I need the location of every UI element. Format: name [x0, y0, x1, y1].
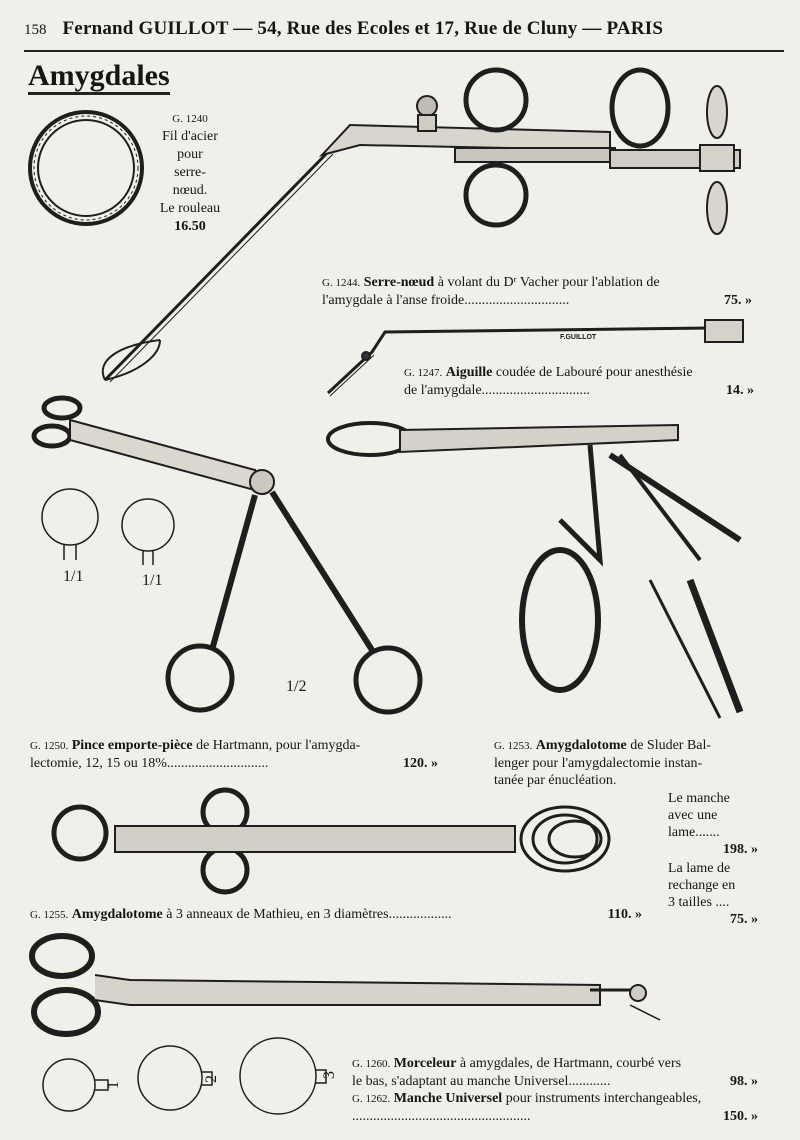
item-desc: de Hartmann, pour l'amygda- [196, 738, 361, 753]
item-desc-line: nœud. [172, 183, 208, 198]
item-code: G. 1262. [352, 1093, 391, 1105]
mathieu-illustration [54, 790, 609, 892]
item-price: 75. » [724, 293, 752, 308]
page-number: 158 [24, 22, 47, 38]
size-label: 1 [105, 1081, 122, 1089]
item-desc-line: Le rouleau [159, 201, 221, 216]
item-desc-line: pour [177, 147, 203, 162]
item-g1253-option-blade: La lame de rechange en 3 tailles .... 75. » [668, 861, 758, 927]
item-name: Serre-nœud [363, 275, 435, 290]
pince-illustration [34, 398, 420, 712]
item-desc: coudée de Labouré pour anesthésie [495, 365, 693, 380]
item-price: 98. » [730, 1074, 758, 1089]
item-code: G. 1250. [30, 740, 69, 752]
wire-coil-illustration [30, 112, 142, 224]
item-desc: l'amygdale à l'anse froide [322, 293, 465, 308]
item-price: 16.50 [174, 219, 206, 234]
item-code: G. 1247. [404, 367, 443, 379]
item-g1240 [145, 110, 235, 236]
item-desc: le bas, s'adaptant au manche Universel [352, 1074, 569, 1089]
item-code: G. 1255. [30, 909, 69, 921]
item-desc: pour instruments interchangeables, [505, 1091, 702, 1106]
item-g1247: G. 1247. Aiguille coudée de Labouré pour anesthésie de l'amygdale............................... 14. » [404, 365, 754, 398]
item-name: Morceleur [393, 1056, 457, 1071]
item-desc: à volant du Dʳ Vacher pour l'ablation de [437, 275, 660, 290]
section-title: Amygdales [28, 60, 170, 95]
item-g1260: G. 1260. Morceleur à amygdales, de Hartmann, courbé vers le bas, s'adaptant au manche Universel............ 98. » [352, 1056, 758, 1089]
item-price: 198. » [723, 842, 758, 857]
item-g1244: G. 1244. Serre-nœud à volant du Dʳ Vacher pour l'ablation de l'amygdale à l'anse froide.............................. 75. » [322, 275, 752, 308]
item-desc: tanée par énucléation. [494, 773, 617, 788]
item-desc: lectomie, 12, 15 ou 18% [30, 756, 167, 771]
size-label: 2 [203, 1075, 220, 1083]
item-name: Amygdalotome [535, 738, 627, 753]
scale-label: 1/1 [63, 568, 84, 585]
item-desc: à amygdales, de Hartmann, courbé vers [459, 1056, 682, 1071]
item-desc-line: serre- [174, 165, 206, 180]
item-name: Amygdalotome [71, 907, 163, 922]
size-label: 3 [321, 1071, 338, 1079]
item-g1262: G. 1262. Manche Universel pour instruments interchangeables, ................................................... 150. » [352, 1091, 758, 1124]
item-g1253 [494, 737, 758, 789]
item-code: G. 1240 [172, 113, 208, 125]
item-desc: de Sluder Bal- [630, 738, 712, 753]
header-title: Fernand GUILLOT — 54, Rue des Ecoles et 17, Rue de Cluny — PARIS [62, 18, 664, 39]
item-name: Pince emporte-pièce [71, 738, 193, 753]
item-desc: lenger pour l'amygdalectomie instan- [494, 756, 703, 771]
item-price: 110. » [607, 907, 642, 922]
item-desc-line: Fil d'acier [162, 129, 218, 144]
scale-label: 1/1 [142, 572, 163, 589]
item-code: G. 1244. [322, 277, 361, 289]
scale-label: 1/2 [286, 678, 307, 695]
engraving-label: F.GUILLOT [560, 334, 597, 341]
item-code: G. 1253. [494, 740, 533, 752]
item-g1253-option-handle: Le manche avec une lame....... 198. » [668, 791, 758, 857]
item-desc: de l'amygdale [404, 383, 482, 398]
item-name: Aiguille [445, 365, 493, 380]
item-g1250: G. 1250. Pince emporte-pièce de Hartmann, pour l'amygda- lectomie, 12, 15 ou 18%............................. 120. » [30, 738, 438, 771]
item-name: Manche Universel [393, 1091, 503, 1106]
sluder-illustration [328, 423, 740, 718]
item-price: 75. » [730, 912, 758, 927]
item-desc: à 3 anneaux de Mathieu, en 3 diamètres [166, 907, 389, 922]
item-code: G. 1260. [352, 1058, 391, 1070]
item-price: 150. » [723, 1109, 758, 1124]
item-price: 120. » [403, 756, 438, 771]
item-g1255: G. 1255. Amygdalotome à 3 anneaux de Mathieu, en 3 diamètres.................. 110. » [30, 907, 642, 922]
item-price: 14. » [726, 383, 754, 398]
